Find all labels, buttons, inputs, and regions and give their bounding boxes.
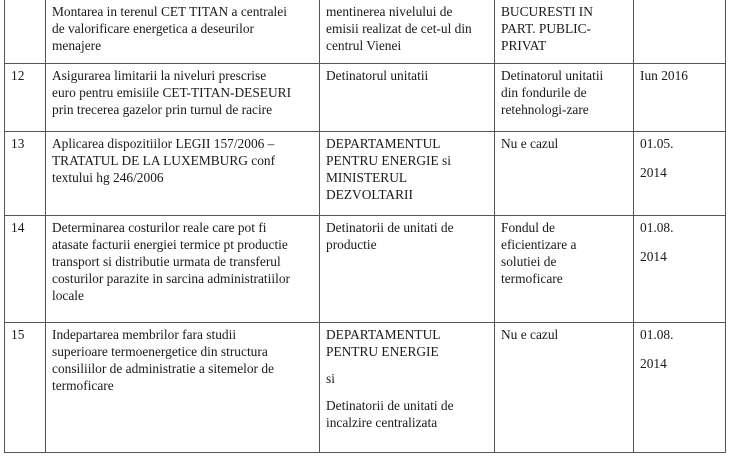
deadline-cell xyxy=(634,132,726,216)
deadline-line: 01.05. xyxy=(640,136,674,151)
measure-line: textului hg 246/2006 xyxy=(52,170,164,185)
responsible-line: incalzire centralizata xyxy=(326,415,438,430)
responsible-cell xyxy=(320,132,495,216)
funding-source-line: termoficare xyxy=(501,271,563,286)
responsible-line: si xyxy=(326,371,335,386)
row-number-cell xyxy=(5,0,46,64)
row-number-cell xyxy=(5,216,46,323)
responsible-line: DEZVOLTARII xyxy=(326,187,413,202)
responsible-cell xyxy=(320,64,495,132)
funding-source-cell xyxy=(495,0,634,64)
table-row xyxy=(5,0,726,64)
measure-line: consiliilor de administratie a sitemelor de xyxy=(52,361,274,376)
measure-line: termoficare xyxy=(52,378,114,393)
responsible-line: Detinatorii de unitati de xyxy=(326,220,454,235)
responsible-line: DEPARTAMENTUL xyxy=(326,136,441,151)
funding-source-line: Detinatorul unitatii xyxy=(501,68,604,83)
measure-cell xyxy=(46,323,320,453)
responsible-line: Detinatorul unitatii xyxy=(326,68,429,83)
measure-line: Determinarea costurilor reale care pot fi xyxy=(52,220,267,235)
funding-source-line: Fondul de xyxy=(501,220,555,235)
measure-line: euro pentru emisiile CET-TITAN-DESEURI xyxy=(52,85,292,100)
table-row xyxy=(5,132,726,216)
measure-line: de valorificare energetica a deseurilor xyxy=(52,21,254,36)
responsible-line: Detinatorii de unitati de xyxy=(326,398,454,413)
funding-source-cell xyxy=(495,216,634,323)
responsible-line: MINISTERUL xyxy=(326,170,408,185)
measure-cell xyxy=(46,64,320,132)
funding-source-cell xyxy=(495,132,634,216)
measure-line: Indepartarea membrilor fara studii xyxy=(52,327,237,342)
measure-line: costurilor parazite in sarcina administratiilor xyxy=(52,271,290,286)
deadline-cell xyxy=(634,0,726,64)
responsible-line: mentinerea nivelului de xyxy=(326,4,453,19)
measure-cell xyxy=(46,132,320,216)
funding-source-line: retehnologi-zare xyxy=(501,102,589,117)
row-number: 14 xyxy=(11,220,25,235)
row-number-cell xyxy=(5,64,46,132)
funding-source-cell xyxy=(495,323,634,453)
table-row xyxy=(5,64,726,132)
measure-line: TRATATUL DE LA LUXEMBURG conf xyxy=(52,153,276,168)
responsible-cell xyxy=(320,323,495,453)
responsible-cell xyxy=(320,216,495,323)
measure-cell xyxy=(46,0,320,64)
funding-source-line: Nu e cazul xyxy=(501,327,559,342)
deadline-line: Iun 2016 xyxy=(640,68,688,83)
funding-source-line: Nu e cazul xyxy=(501,136,559,151)
measure-line: Aplicarea dispozitiilor LEGII 157/2006 – xyxy=(52,136,275,151)
measure-line: menajere xyxy=(52,38,102,53)
measure-line: Asigurarea limitarii la niveluri prescrise xyxy=(52,68,267,83)
responsible-line: PENTRU ENERGIE si xyxy=(326,153,451,168)
measure-line: transport si distributie urmata de transferul xyxy=(52,254,281,269)
responsible-line: PENTRU ENERGIE xyxy=(326,344,439,359)
funding-source-line: eficientizare a xyxy=(501,237,577,252)
responsible-line: productie xyxy=(326,237,377,252)
funding-source-cell xyxy=(495,64,634,132)
funding-source-line: PART. PUBLIC- xyxy=(501,21,591,36)
table-row xyxy=(5,216,726,323)
deadline-line: 01.08. xyxy=(640,327,674,342)
deadline-cell xyxy=(634,64,726,132)
measure-line: Montarea in terenul CET TITAN a centralei xyxy=(52,4,287,19)
funding-source-line: din fondurile de xyxy=(501,85,587,100)
responsible-cell xyxy=(320,0,495,64)
row-number: 12 xyxy=(11,68,25,83)
deadline-cell xyxy=(634,323,726,453)
funding-source-line: BUCURESTI IN xyxy=(501,4,593,19)
responsible-line: DEPARTAMENTUL xyxy=(326,327,441,342)
deadline-line: 2014 xyxy=(640,165,667,180)
responsible-line: emisii realizat de cet-ul din xyxy=(326,21,472,36)
row-number-cell xyxy=(5,323,46,453)
deadline-line: 01.08. xyxy=(640,220,674,235)
measure-line: superioare termoenergetice din structura xyxy=(52,344,268,359)
row-number: 13 xyxy=(11,136,25,151)
responsible-line: centrul Vienei xyxy=(326,38,402,53)
measure-cell xyxy=(46,216,320,323)
funding-source-line: solutiei de xyxy=(501,254,557,269)
funding-source-line: PRIVAT xyxy=(501,38,547,53)
measure-line: prin trecerea gazelor prin turnul de racire xyxy=(52,102,273,117)
row-number-cell xyxy=(5,132,46,216)
deadline-cell xyxy=(634,216,726,323)
measure-line: locale xyxy=(52,288,84,303)
deadline-line: 2014 xyxy=(640,249,667,264)
table-row xyxy=(5,323,726,453)
deadline-line: 2014 xyxy=(640,356,667,371)
row-number: 15 xyxy=(11,327,25,342)
measure-line: atasate facturii energiei termice pt productie xyxy=(52,237,288,252)
measures-table xyxy=(4,0,726,453)
